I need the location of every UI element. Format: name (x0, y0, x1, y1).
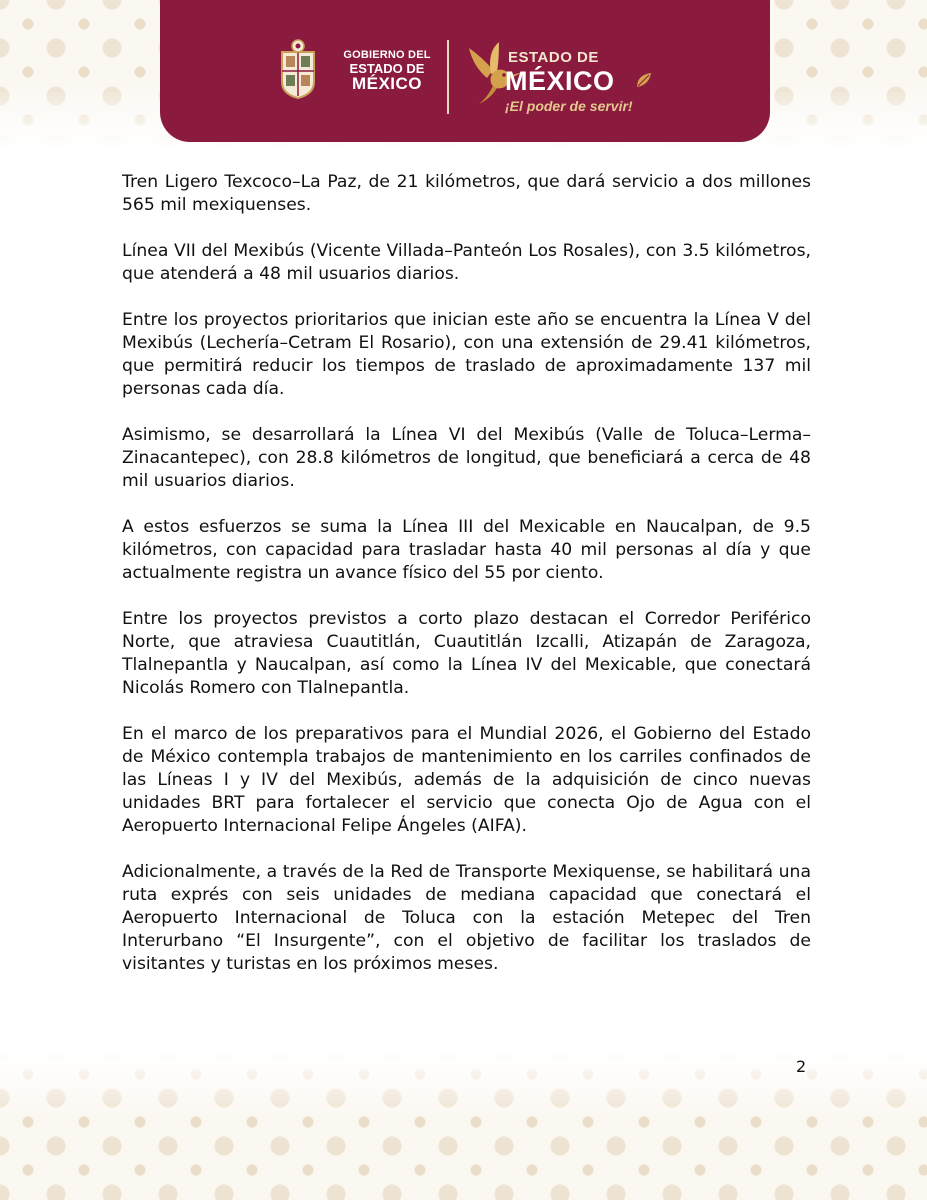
paragraph: A estos esfuerzos se suma la Línea III del Mexicable en Naucalpan, de 9.5 kilómetros, con capacidad para trasladar hasta 40 mil personas al día y que actualmente registra un avance físico del 55 por ciento. (122, 517, 811, 583)
brand-logo-line1: ESTADO DE (508, 49, 599, 66)
document-body (122, 171, 811, 999)
gov-logo-line1: GOBIERNO DEL (343, 49, 431, 61)
brand-slogan: ¡El poder de servir! (505, 98, 633, 114)
leaf-icon (635, 71, 653, 89)
header-divider (447, 40, 449, 114)
page-number: 2 (796, 1057, 807, 1076)
state-coat-of-arms-icon (277, 38, 319, 100)
paragraph: Entre los proyectos prioritarios que inician este año se encuentra la Línea V del Mexibús (Lechería–Cetram El Rosario), con una extensión de 29.41 kilómetros, que permitirá reducir los tiempos de traslado de aproximadamente 137 mil personas cada día. (122, 310, 811, 399)
gov-logo-line3: MÉXICO (351, 74, 423, 94)
gov-logo-text (332, 50, 442, 93)
paragraph: En el marco de los preparativos para el Mundial 2026, el Gobierno del Estado de México contempla trabajos de mantenimiento en los carriles confinados de las Líneas I y IV del Mexibús, además de la adquisición de cinco nuevas unidades BRT para fortalecer el servicio que conecta Ojo de Agua con el Aeropuerto Internacional Felipe Ángeles (AIFA). (122, 724, 811, 836)
brand-logo-line2: MÉXICO (505, 66, 615, 96)
decorative-pattern-bottom (0, 1050, 927, 1200)
paragraph: Tren Ligero Texcoco–La Paz, de 21 kilómetros, que dará servicio a dos millones 565 mil mexiquenses. (122, 172, 811, 215)
paragraph: Adicionalmente, a través de la Red de Transporte Mexiquense, se habilitará una ruta exprés con seis unidades de mediana capacidad que conectará el Aeropuerto Internacional de Toluca con la estación Metepec del Tren Interurbano “El Insurgente”, con el objetivo de facilitar los traslados de visitantes y turistas en los próximos meses. (122, 862, 811, 974)
paragraph: Entre los proyectos previstos a corto plazo destacan el Corredor Periférico Norte, que atraviesa Cuautitlán, Cuautitlán Izcalli, Atizapán de Zaragoza, Tlalnepantla y Naucalpan, así como la Línea IV del Mexicable, que conectará Nicolás Romero con Tlalnepantla. (122, 609, 811, 698)
paragraph: Asimismo, se desarrollará la Línea VI del Mexibús (Valle de Toluca–Lerma–Zinacantepec), con 28.8 kilómetros de longitud, que beneficiará a cerca de 48 mil usuarios diarios. (122, 425, 811, 491)
brand-logo-text (505, 50, 615, 95)
gov-logo-line2: ESTADO DE (349, 60, 425, 76)
header-banner (160, 0, 770, 142)
paragraph: Línea VII del Mexibús (Vicente Villada–Panteón Los Rosales), con 3.5 kilómetros, que atenderá a 48 mil usuarios diarios. (122, 241, 811, 284)
